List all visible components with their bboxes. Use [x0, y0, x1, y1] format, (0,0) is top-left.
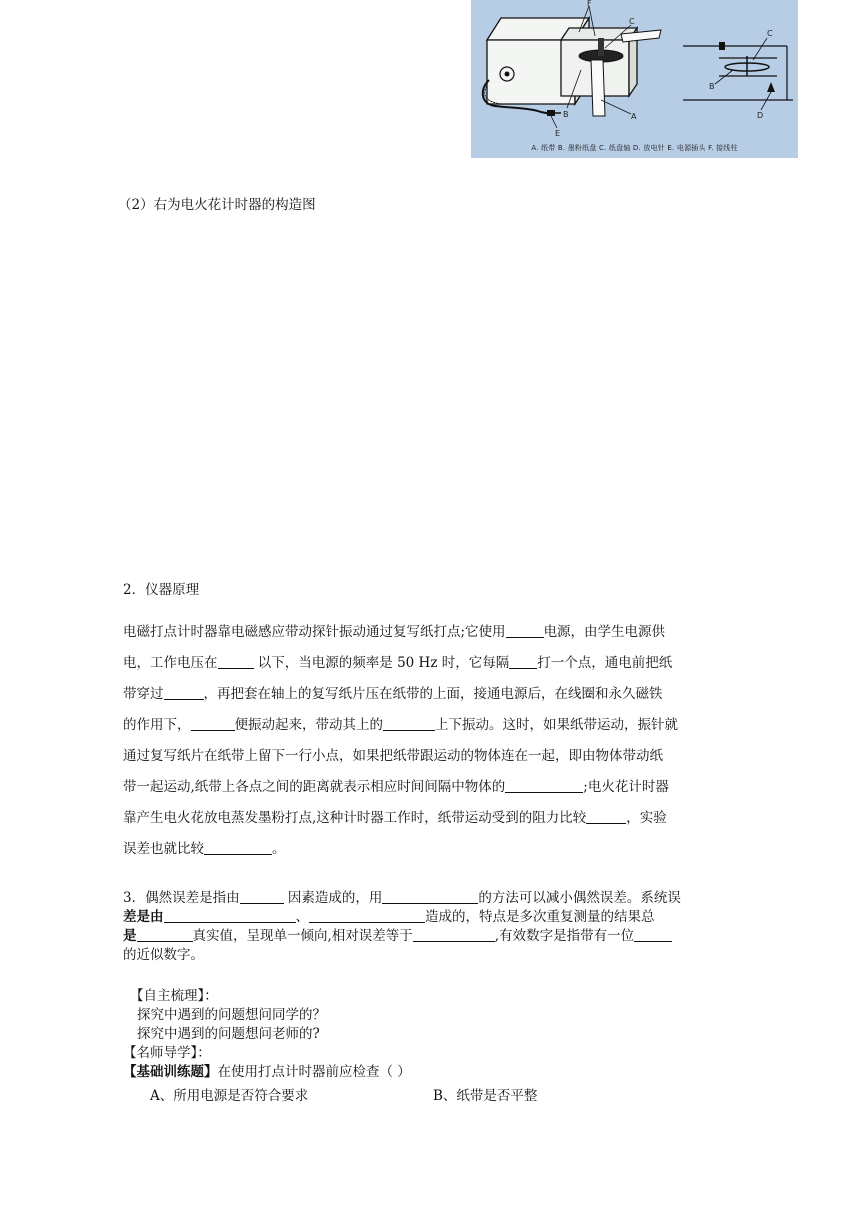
principle-line-7: 靠产生电火花放电蒸发墨粉打点,这种计时器工作时，纸带运动受到的阻力比较 ，实验 [123, 810, 667, 826]
spark-timer-figure [471, 0, 798, 158]
blank-reduce-method[interactable] [382, 891, 478, 904]
error-line-3: 是 真实值，呈现单一倾向,相对误差等于 ,有效数字是指带有一位 [123, 924, 672, 944]
self-study-q2: 探究中遇到的问题想问老师的? [137, 1026, 320, 1042]
section-2-caption: （2）右为电火花计时器的构造图 [118, 197, 316, 213]
principle-line-6: 带一起运动,纸带上各点之间的距离就表示相应时间间隔中物体的 ;电火花计时器 [123, 779, 669, 795]
principle-line-1: 电磁打点计时器靠电磁感应带动探针振动通过复写纸打点;它使用 电源，由学生电源供 [123, 624, 666, 640]
spark-timer-drawing [471, 0, 798, 158]
label-e: E [555, 129, 561, 138]
principle-line-8: 误差也就比较 。 [123, 841, 286, 857]
blank-random-factor[interactable] [240, 891, 284, 904]
guide-heading: 【名师导学】： [123, 1045, 211, 1061]
self-study-q1: 探究中遇到的问题想问同学的？ [137, 1007, 326, 1023]
label-c-right: C [767, 29, 773, 38]
exercise-option-a[interactable]: A、所用电源是否符合要求 [150, 1088, 309, 1104]
self-study-heading: 【自主梳理】： [130, 988, 218, 1004]
blank-system-cause-2[interactable] [309, 910, 425, 923]
blank-tape-through[interactable] [164, 687, 204, 700]
blank-power-type[interactable] [506, 625, 544, 638]
blank-relative-error[interactable] [413, 929, 495, 942]
blank-carried-part[interactable] [383, 718, 435, 731]
exercise-question: 在使用打点计时器前应检查（ ） [217, 1064, 411, 1080]
blank-vibrating-part[interactable] [191, 718, 235, 731]
blank-error-size[interactable] [204, 842, 272, 855]
blank-displacement[interactable] [505, 780, 583, 793]
principle-line-2: 电，工作电压在 以下，当电源的频率是 50 Hz 时，它每隔 打一个点，通电前把纸 [123, 655, 673, 671]
label-c: C [629, 17, 635, 26]
label-a: A [631, 112, 637, 121]
label-f: F [587, 0, 592, 8]
error-line-1: 3．偶然误差是指由 因素造成的，用 的方法可以减小偶然误差。系统误 [123, 890, 681, 906]
blank-sig-figs[interactable] [634, 929, 672, 942]
principle-line-5: 通过复写纸片在纸带上留下一行小点，如果把纸带跟运动的物体连在一起，即由物体带动纸 [123, 748, 663, 764]
exercise-option-b[interactable]: B、纸带是否平整 [433, 1088, 538, 1104]
blank-resistance[interactable] [586, 811, 626, 824]
label-d: D [757, 111, 764, 120]
exercise-line [123, 1060, 411, 1080]
label-b-right: B [709, 82, 715, 91]
exercise-tag: 【基础训练题】 [123, 1064, 218, 1080]
error-line-2: 差是由 、 造成的，特点是多次重复测量的结果总 [123, 909, 655, 925]
label-b: B [563, 110, 569, 119]
blank-system-cause-1[interactable] [164, 910, 296, 923]
blank-voltage[interactable] [218, 656, 254, 669]
principle-heading: 2．仪器原理 [123, 582, 200, 598]
blank-compare-true[interactable] [137, 929, 193, 942]
blank-interval[interactable] [509, 656, 537, 669]
principle-line-3: 带穿过 ，再把套在轴上的复写纸片压在纸带的上面，接通电源后，在线圈和永久磁铁 [123, 686, 663, 702]
principle-line-4: 的作用下， 便振动起来，带动其上的 上下振动。这时，如果纸带运动，振针就 [123, 717, 678, 733]
figure-legend: A. 纸带 B. 墨粉纸盘 C. 纸盘轴 D. 放电针 E. 电源插头 F. 接线柱 [531, 144, 738, 152]
error-line-4: 的近似数字。 [123, 947, 204, 963]
